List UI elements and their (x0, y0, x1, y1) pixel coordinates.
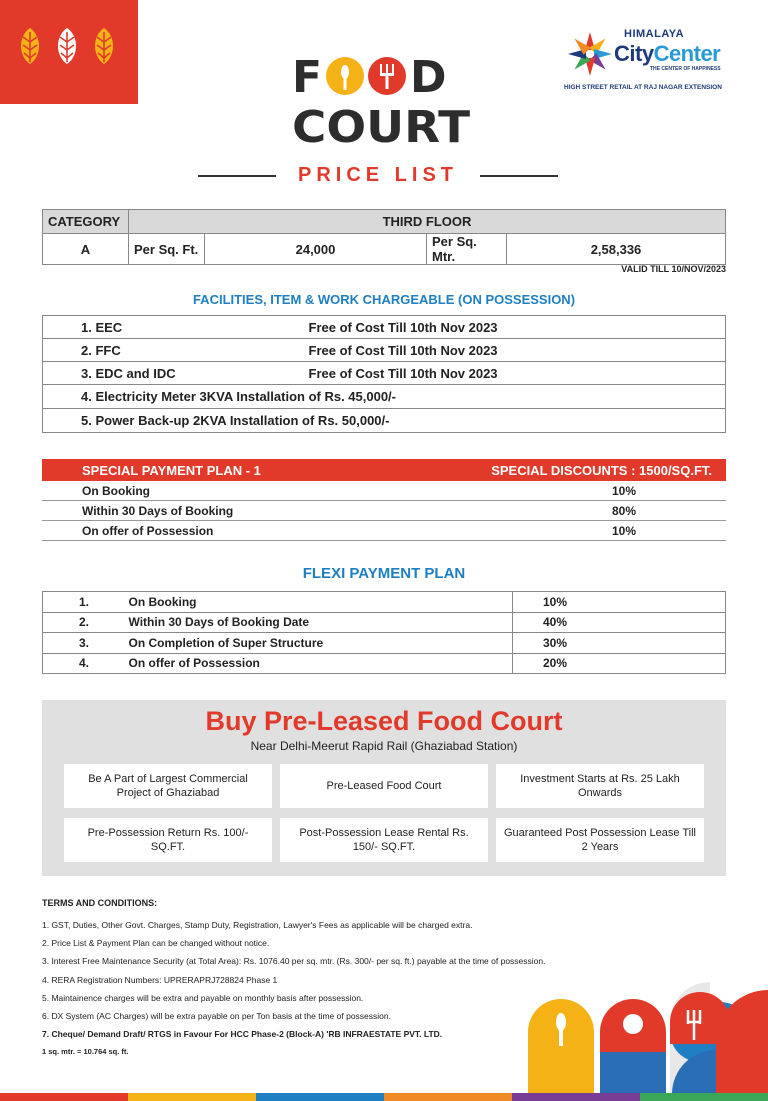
row-number: 4. (43, 653, 123, 674)
special-payment-plan (42, 459, 726, 541)
plan-value: 10% (612, 523, 637, 538)
price-list-title: PRICE LIST (297, 164, 458, 186)
facility-item: 4. Electricity Meter 3KVA Installation of Rs. 45,000/- (43, 385, 726, 409)
logo-himalaya-text: HIMALAYA (624, 28, 685, 40)
special-plan-header (42, 459, 726, 481)
svg-text:COURT: COURT (292, 102, 470, 152)
row-number: 3. (43, 633, 123, 654)
plan-label: On Booking (123, 592, 513, 613)
svg-text:D: D (410, 52, 447, 103)
plan-label: On Booking (82, 483, 150, 498)
pre-leased-subtitle: Near Delhi-Meerut Rapid Rail (Ghaziabad Station) (250, 739, 518, 753)
logo-tagline: THE CENTER OF HAPPINESS (650, 66, 721, 72)
terms-item: 4. RERA Registration Numbers: UPRERAPRJ728824 Phase 1 (42, 974, 278, 985)
table-row (43, 409, 726, 433)
conversion-note: 1 sq. mtr. = 10.764 sq. ft. (42, 1047, 129, 1057)
bar-segment (640, 1093, 768, 1101)
facilities-table (42, 315, 726, 433)
leaf-icon (53, 26, 81, 66)
table-row (43, 316, 726, 339)
table-row (42, 501, 726, 521)
category-header: CATEGORY (43, 210, 129, 234)
terms-title: TERMS AND CONDITIONS: (42, 898, 158, 908)
feature-card: Post-Possession Lease Rental Rs. 150/- SQ.FT. (280, 818, 488, 862)
feature-card: Pre-Possession Return Rs. 100/- SQ.FT. (64, 818, 272, 862)
starburst-logo-icon (566, 30, 614, 78)
logo-center: Center (653, 41, 721, 66)
table-row (42, 521, 726, 541)
feature-card: Be A Part of Largest Commercial Project of Ghaziabad (64, 764, 272, 808)
food-court-logo (290, 52, 480, 157)
plan-label: On Completion of Super Structure (123, 633, 513, 654)
facility-item: 1. EEC (43, 316, 303, 339)
row-number: 2. (43, 612, 123, 633)
per-sqft-value: 24,000 (205, 234, 427, 265)
corner-banner (0, 0, 138, 104)
terms-item: 6. DX System (AC Charges) will be extra payable on per Ton basis at the time of possession. (42, 1010, 391, 1021)
divider (198, 175, 276, 177)
bottom-color-bar (0, 1093, 768, 1101)
facility-item: 5. Power Back-up 2KVA Installation of Rs. 50,000/- (43, 409, 726, 433)
facility-value: Free of Cost Till 10th Nov 2023 (303, 316, 726, 339)
table-row (43, 592, 726, 613)
feature-card: Investment Starts at Rs. 25 Lakh Onwards (496, 764, 704, 808)
bar-segment (512, 1093, 640, 1101)
facility-value: Free of Cost Till 10th Nov 2023 (303, 339, 726, 362)
table-row (43, 633, 726, 654)
facilities-title: FACILITIES, ITEM & WORK CHARGEABLE (ON POSSESSION) (192, 292, 576, 307)
special-plan-title: SPECIAL PAYMENT PLAN - 1 (82, 462, 261, 478)
floor-header: THIRD FLOOR (129, 210, 726, 234)
bar-segment (128, 1093, 256, 1101)
feature-card: Pre-Leased Food Court (280, 764, 488, 808)
svg-text:F: F (292, 52, 323, 103)
table-row (43, 653, 726, 674)
row-number: 1. (43, 592, 123, 613)
plan-value: 10% (513, 592, 726, 613)
food-court-wordmark (290, 52, 480, 152)
table-row (43, 612, 726, 633)
valid-till: VALID TILL 10/NOV/2023 (621, 264, 726, 274)
per-sqmtr-label: Per Sq. Mtr. (427, 234, 507, 265)
terms-item: 5. Maintainence charges will be extra and payable on monthly basis after possession. (42, 992, 364, 1003)
table-row (43, 385, 726, 409)
feature-card: Guaranteed Post Possession Lease Till 2 Years (496, 818, 704, 862)
flexi-plan-title: FLEXI PAYMENT PLAN (302, 565, 466, 582)
leaf-icon (90, 26, 118, 66)
bar-segment (256, 1093, 384, 1101)
price-list-heading (198, 164, 558, 187)
special-discount: SPECIAL DISCOUNTS : 1500/SQ.FT. (491, 462, 712, 478)
logo-citycenter-text (614, 41, 720, 67)
plan-value: 30% (513, 633, 726, 654)
terms-item: 1. GST, Duties, Other Govt. Charges, Stamp Duty, Registration, Lawyer's Fees as applicable will be charged extra. (42, 920, 473, 930)
flexi-plan-table (42, 591, 726, 674)
bar-segment (0, 1093, 128, 1101)
terms-item: 2. Price List & Payment Plan can be changed without notice. (42, 938, 270, 949)
divider (480, 175, 558, 177)
plan-label: On offer of Possession (123, 653, 513, 674)
plan-label: On offer of Possession (82, 523, 214, 538)
facility-item: 3. EDC and IDC (43, 362, 303, 385)
plan-value: 20% (513, 653, 726, 674)
price-table (42, 209, 726, 265)
terms-item: 3. Interest Free Maintenance Security (at Total Area): Rs. 1076.40 per sq. mtr. (Rs. 300/- per sq. ft.) payable at the time of possession. (42, 956, 546, 967)
plan-value: 40% (513, 612, 726, 633)
pre-leased-title: Buy Pre-Leased Food Court (205, 706, 563, 736)
per-sqmtr-value: 2,58,336 (507, 234, 726, 265)
bar-segment (384, 1093, 512, 1101)
facility-item: 2. FFC (43, 339, 303, 362)
table-row (43, 339, 726, 362)
logo-city: City (614, 41, 654, 66)
logo-subtitle: HIGH STREET RETAIL AT RAJ NAGAR EXTENSION (564, 84, 722, 91)
decorative-food-shapes (520, 982, 768, 1094)
plan-value: 10% (612, 483, 637, 498)
plan-label: Within 30 Days of Booking (82, 503, 234, 518)
pre-leased-section (42, 700, 726, 876)
plan-label: Within 30 Days of Booking Date (123, 612, 513, 633)
facility-value: Free of Cost Till 10th Nov 2023 (303, 362, 726, 385)
table-row (42, 481, 726, 501)
category-value: A (43, 234, 129, 265)
terms-item: 7. Cheque/ Demand Draft/ RTGS in Favour For HCC Phase-2 (Block-A) 'RB INFRAESTATE PVT. LTD. (42, 1029, 443, 1040)
table-row (43, 362, 726, 385)
per-sqft-label: Per Sq. Ft. (129, 234, 205, 265)
plan-value: 80% (612, 503, 637, 518)
leaf-icon (16, 26, 44, 66)
